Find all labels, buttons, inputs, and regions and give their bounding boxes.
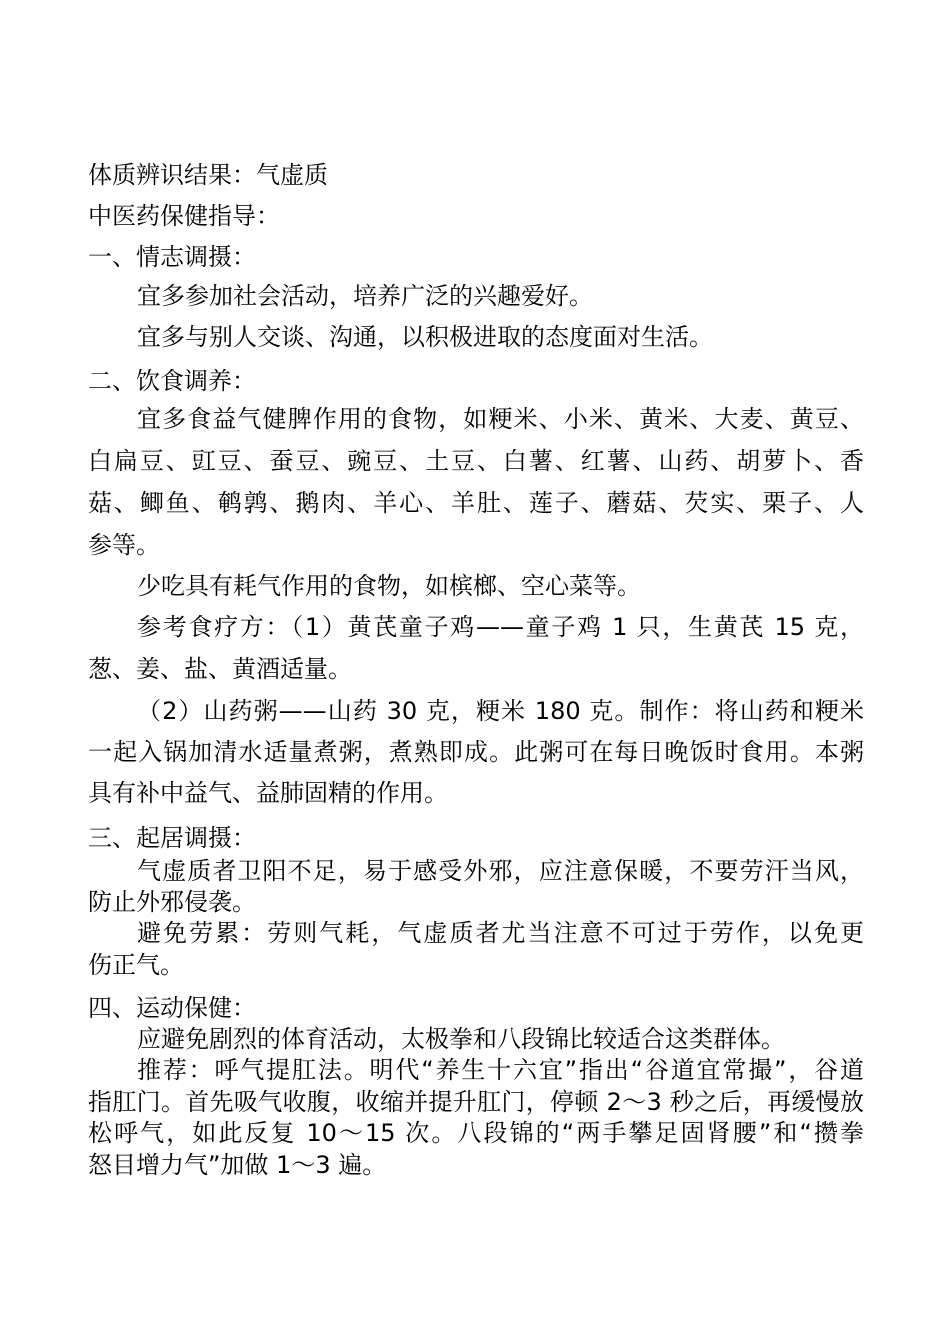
paragraph-line: 怒目增力气”加做 1～3 遍。 (88, 1151, 387, 1179)
paragraph-line: 参等。 (88, 531, 160, 559)
paragraph-line: 伤正气。 (88, 951, 184, 979)
paragraph-line: 白扁豆、豇豆、蚕豆、豌豆、土豆、白薯、红薯、山药、胡萝卜、香 (88, 447, 864, 475)
paragraph-line: 应避免剧烈的体育活动，太极拳和八段锦比较适合这类群体。 (137, 1025, 785, 1053)
section-heading-emotion: 一、情志调摄： (88, 243, 256, 271)
paragraph-line: 葱、姜、盐、黄酒适量。 (88, 655, 352, 683)
paragraph-line: 气虚质者卫阳不足，易于感受外邪，应注意保暖，不要劳汗当风， (137, 857, 864, 885)
section-heading-diet: 二、饮食调养： (88, 367, 256, 395)
paragraph-line: 防止外邪侵袭。 (88, 888, 256, 916)
constitution-result: 体质辨识结果：气虚质 (88, 161, 328, 189)
paragraph-line: 一起入锅加清水适量煮粥，煮熟即成。此粥可在每日晚饭时食用。本粥 (88, 738, 864, 766)
paragraph-line: 宜多参加社会活动，培养广泛的兴趣爱好。 (137, 282, 593, 310)
paragraph-line: 推荐：呼气提肛法。明代“养生十六宜”指出“谷道宜常撮”，谷道 (137, 1056, 864, 1084)
guide-heading: 中医药保健指导： (88, 202, 280, 230)
paragraph-line: 避免劳累：劳则气耗，气虚质者尤当注意不可过于劳作，以免更 (137, 919, 864, 947)
paragraph-line: 松呼气，如此反复 10～15 次。八段锦的“两手攀足固肾腰”和“攒拳 (88, 1119, 864, 1147)
paragraph-line: （2）山药粥——山药 30 克，粳米 180 克。制作：将山药和粳米 (137, 697, 864, 725)
paragraph-line: 宜多食益气健脾作用的食物，如粳米、小米、黄米、大麦、黄豆、 (137, 405, 864, 433)
paragraph-line: 指肛门。首先吸气收腹，收缩并提升肛门，停顿 2～3 秒之后，再缓慢放 (88, 1088, 864, 1116)
paragraph-line: 宜多与别人交谈、沟通，以积极进取的态度面对生活。 (137, 323, 713, 351)
section-heading-daily-life: 三、起居调摄： (88, 824, 256, 852)
paragraph-line: 少吃具有耗气作用的食物，如槟榔、空心菜等。 (137, 572, 641, 600)
paragraph-line: 参考食疗方：（1）黄芪童子鸡——童子鸡 1 只，生黄芪 15 克， (137, 613, 864, 641)
paragraph-line: 菇、鲫鱼、鹌鹑、鹅肉、羊心、羊肚、莲子、蘑菇、芡实、栗子、人 (88, 489, 864, 517)
section-heading-exercise: 四、运动保健： (88, 994, 256, 1022)
paragraph-line: 具有补中益气、益肺固精的作用。 (88, 779, 448, 807)
